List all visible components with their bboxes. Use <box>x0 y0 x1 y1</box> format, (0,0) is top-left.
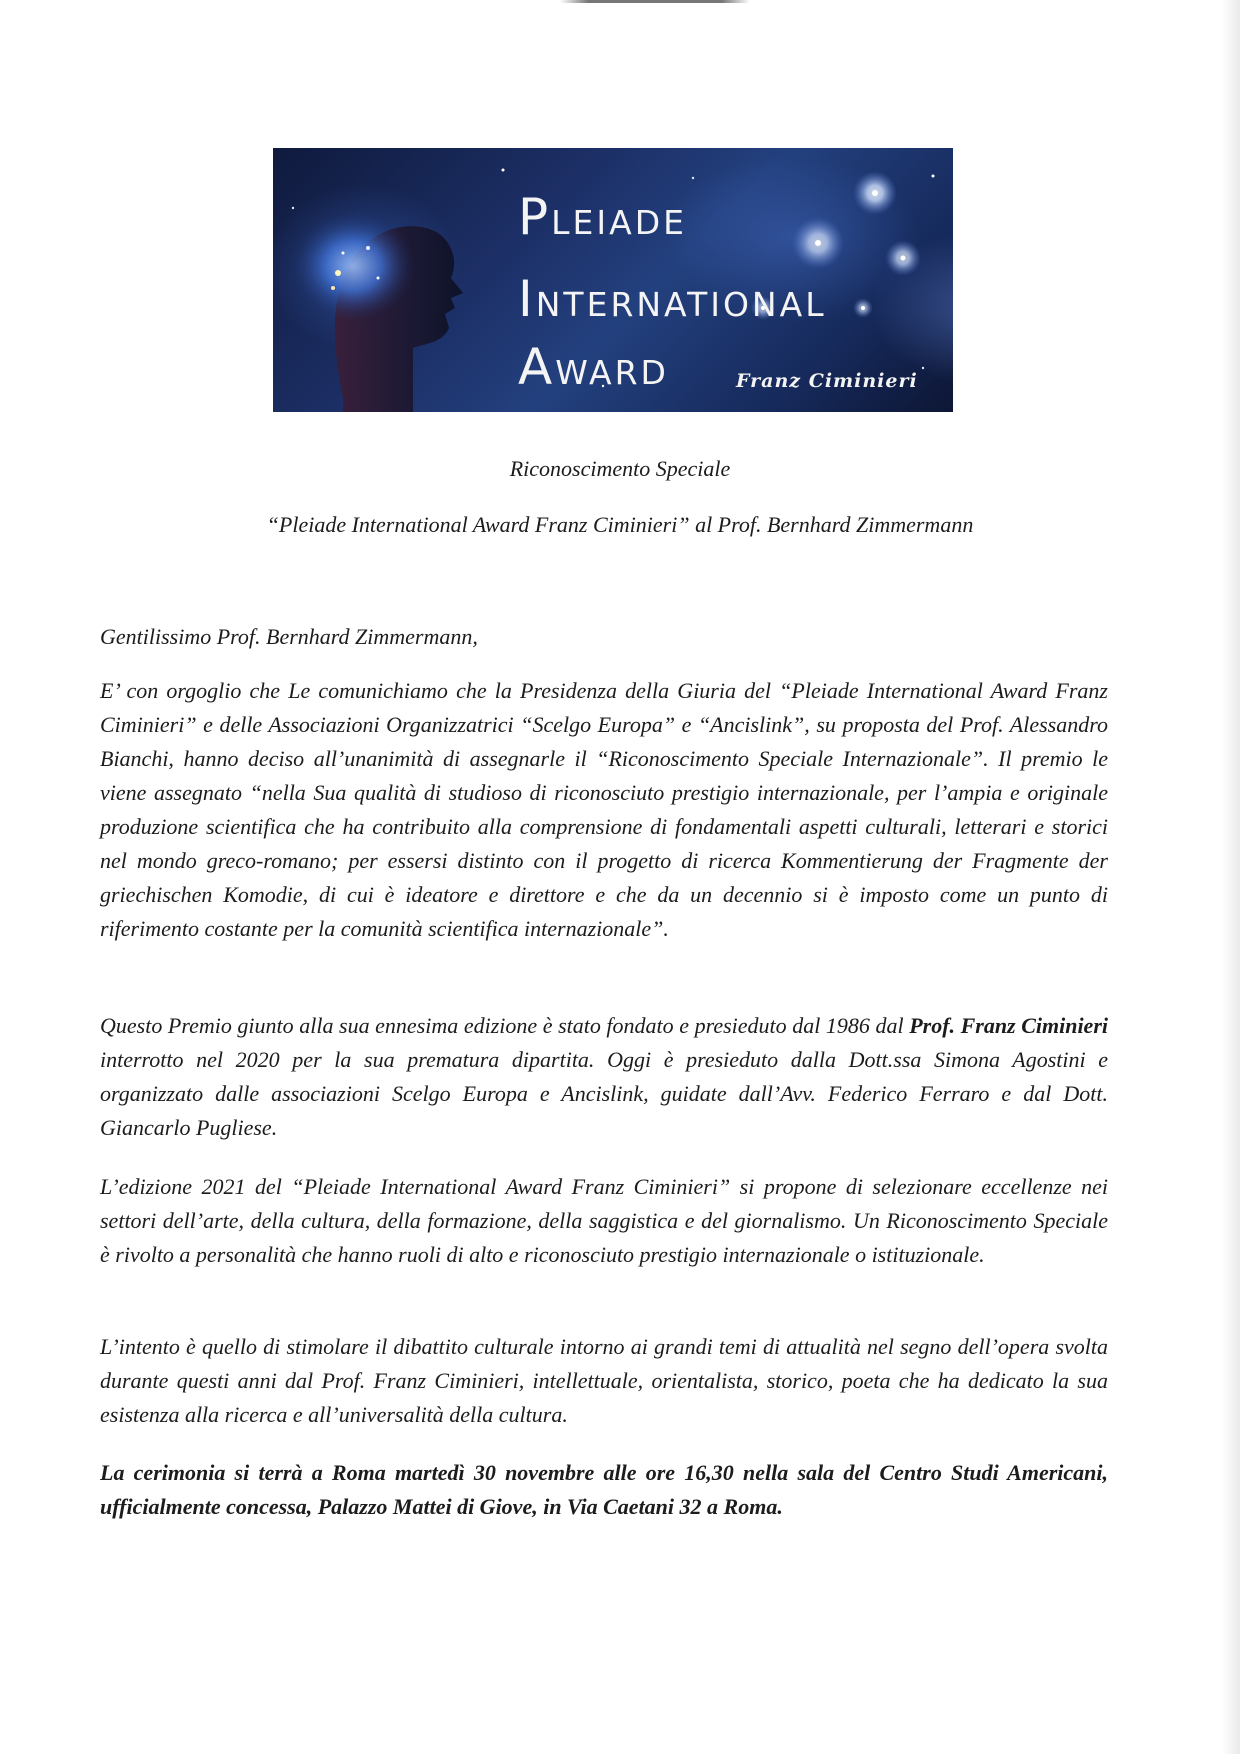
banner-line-award <box>518 338 669 396</box>
paragraph-text: Questo Premio giunto alla sua ennesima edizione è stato fondato e presieduto dal 1986 dal <box>100 1013 904 1038</box>
award-banner <box>273 148 953 412</box>
paragraph-award-announcement: E’ con orgoglio che Le comunichiamo che la Presidenza della Giuria del “Pleiade International Award Franz Ciminieri” e delle Associazioni Organizzatrici “Scelgo Europa” e “Ancislink”, su proposta del Prof. Alessandro Bianchi, hanno deciso all’unanimità di assegnarle il “Riconoscimento Speciale Internazionale”. Il premio le viene assegnato “nella Sua qualità di studioso di riconosciuto prestigio internazionale, per l’ampia e originale produzione scientifica che ha contribuito alla comprensione di fondamentali aspetti culturali, letterari e storici nel mondo greco-romano; per essersi distinto con il progetto di ricerca Kommentierung der Fragmente der griechischen Komodie, di cui è ideatore e direttore e che da un decennio si è imposto come un punto di riferimento costante per la comunità scientifica internazionale”. <box>100 678 1108 941</box>
paragraph-text: interrotto nel 2020 per la sua prematura dipartita. Oggi è presieduto dalla Dott.ssa Simona Agostini e organizzato dalle associazioni Scelgo Europa e Ancislink, guidate dall’Avv. Federico Ferraro e dal Dott. Giancarlo Pugliese. <box>100 1047 1108 1140</box>
banner-initial: P <box>518 188 552 246</box>
banner-initial: I <box>518 270 536 328</box>
letter-subtitle: Riconoscimento Speciale <box>509 456 731 481</box>
letter-title: “Pleiade International Award Franz Ciminieri” al Prof. Bernhard Zimmermann <box>266 512 974 537</box>
paragraph-edition-2021: L’edizione 2021 del “Pleiade International Award Franz Ciminieri” si propone di selezionare eccellenze nei settori dell’arte, della cultura, della formazione, della saggistica e del giornalismo. Un Riconoscimento Speciale è rivolto a personalità che hanno ruoli di alto e riconosciuto prestigio internazionale o istituzionale. <box>100 1174 1108 1267</box>
banner-initial: A <box>518 338 556 396</box>
scan-edge-top <box>560 0 750 3</box>
banner-signature: Franz Ciminieri <box>736 370 918 392</box>
founder-name: Prof. Franz Ciminieri <box>909 1013 1108 1038</box>
head-silhouette-icon <box>291 211 463 412</box>
salutation: Gentilissimo Prof. Bernhard Zimmermann, <box>100 624 478 649</box>
paragraph-award-history <box>100 1009 1108 1145</box>
banner-line-international <box>518 270 827 328</box>
banner-word: WARD <box>555 353 669 392</box>
paragraph-ceremony: La cerimonia si terrà a Roma martedì 30 novembre alle ore 16,30 nella sala del Centro Studi Americani, ufficialmente concessa, Palazzo Mattei di Giove, in Via Caetani 32 a Roma. <box>100 1460 1108 1519</box>
banner-line-pleiade <box>518 188 687 246</box>
banner-word: NTERNATIONAL <box>535 285 827 324</box>
paragraph-intent: L’intento è quello di stimolare il dibattito culturale intorno ai grandi temi di attualità nel segno dell’opera svolta durante questi anni dal Prof. Franz Ciminieri, intellettuale, orientalista, storico, poeta che ha dedicato la sua esistenza alla ricerca e all’universalità della cultura. <box>100 1334 1108 1427</box>
banner-word: LEIADE <box>551 203 687 242</box>
scan-edge-right <box>1222 0 1240 1754</box>
